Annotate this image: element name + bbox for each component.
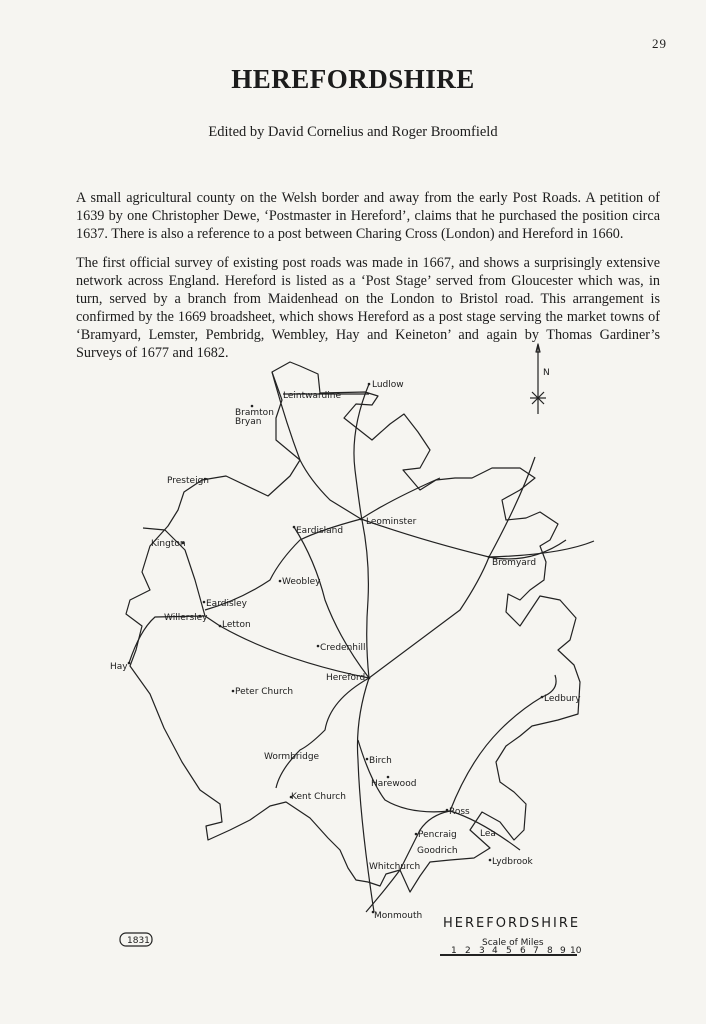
- town-label: Kington: [151, 539, 186, 549]
- scale-tick: 10: [570, 946, 582, 956]
- town-label: Weobley: [282, 577, 321, 587]
- paragraph-1: A small agricultural county on the Welsh border and away from the early Post Roads. A petition of 1639 by one Christopher Dewe, ‘Postmaster in Hereford’, claims that he purchased the position circa 1637. There is also a reference to a post between Charing Cross (London) and Hereford in 1660.: [76, 190, 660, 242]
- town-label: Hay: [110, 662, 128, 672]
- town-label: Bramton: [235, 408, 274, 418]
- scale-tick: 1: [451, 946, 457, 956]
- year-badge: 1831: [127, 936, 150, 946]
- town-label: Harewood: [371, 779, 417, 789]
- page-number: 29: [652, 36, 667, 51]
- town-label: Pencraig: [418, 830, 457, 840]
- page-title: HEREFORDSHIRE: [231, 64, 475, 94]
- town-label: Willersley: [164, 613, 208, 623]
- town-label: Kent Church: [291, 792, 346, 802]
- town-label: Credenhill: [320, 643, 366, 653]
- post-roads: [129, 372, 594, 912]
- town-label: Eardisley: [206, 599, 248, 609]
- map-county-label: HEREFORDSHIRE: [443, 916, 581, 931]
- town-label: Monmouth: [374, 911, 423, 921]
- scale-tick: 6: [520, 946, 526, 956]
- scale-tick: 7: [533, 946, 539, 956]
- town-label: Presteign: [167, 476, 209, 486]
- town-label: Ledbury: [544, 694, 581, 704]
- scale-tick: 5: [506, 946, 512, 956]
- scale-tick: 9: [560, 946, 566, 956]
- editors-line: Edited by David Cornelius and Roger Broomfield: [208, 124, 498, 140]
- town-label: Leintwardine: [283, 391, 341, 401]
- scale-tick: 2: [465, 946, 471, 956]
- paragraph-2: The first official survey of existing post roads was made in 1667, and shows a surprisingly extensive network across England. Hereford is listed as a ‘Post Stage’ served from Gloucester which was, in turn, served by a branch from Maidenhead on the London to Bristol road. This arrangement is confirmed by the 1669 broadsheet, which shows Hereford as a post stage serving the market towns of ‘Bramyard, Lemster, Pembridg, Wembley, Hay and Keineton’ and again by Thomas Gardiner’s Surveys of 1677 and 1682.: [76, 255, 660, 361]
- town-label: Hereford: [326, 673, 366, 683]
- scale-title: Scale of Miles: [482, 938, 544, 948]
- town-label: Bromyard: [492, 558, 537, 568]
- town-label: Leominster: [366, 517, 417, 527]
- town-label: Lea: [480, 829, 496, 839]
- county-boundary: [126, 362, 580, 892]
- town-label: Lydbrook: [492, 857, 533, 867]
- town-label: Goodrich: [417, 846, 458, 856]
- scale-tick: 8: [547, 946, 553, 956]
- town-label: Ross: [449, 807, 470, 817]
- town-label: Eardisland: [296, 526, 344, 536]
- town-label: Ludlow: [372, 380, 404, 390]
- town-label: Bryan: [235, 417, 262, 427]
- scale-tick: 4: [492, 946, 498, 956]
- town-label: Letton: [222, 620, 251, 630]
- north-arrow-icon: [530, 344, 546, 414]
- town-label: Birch: [369, 756, 392, 766]
- scale-tick: 3: [479, 946, 485, 956]
- town-label: Whitchurch: [369, 862, 421, 872]
- north-label: N: [543, 368, 550, 378]
- town-label: Wormbridge: [264, 752, 320, 762]
- town-label: Peter Church: [235, 687, 294, 697]
